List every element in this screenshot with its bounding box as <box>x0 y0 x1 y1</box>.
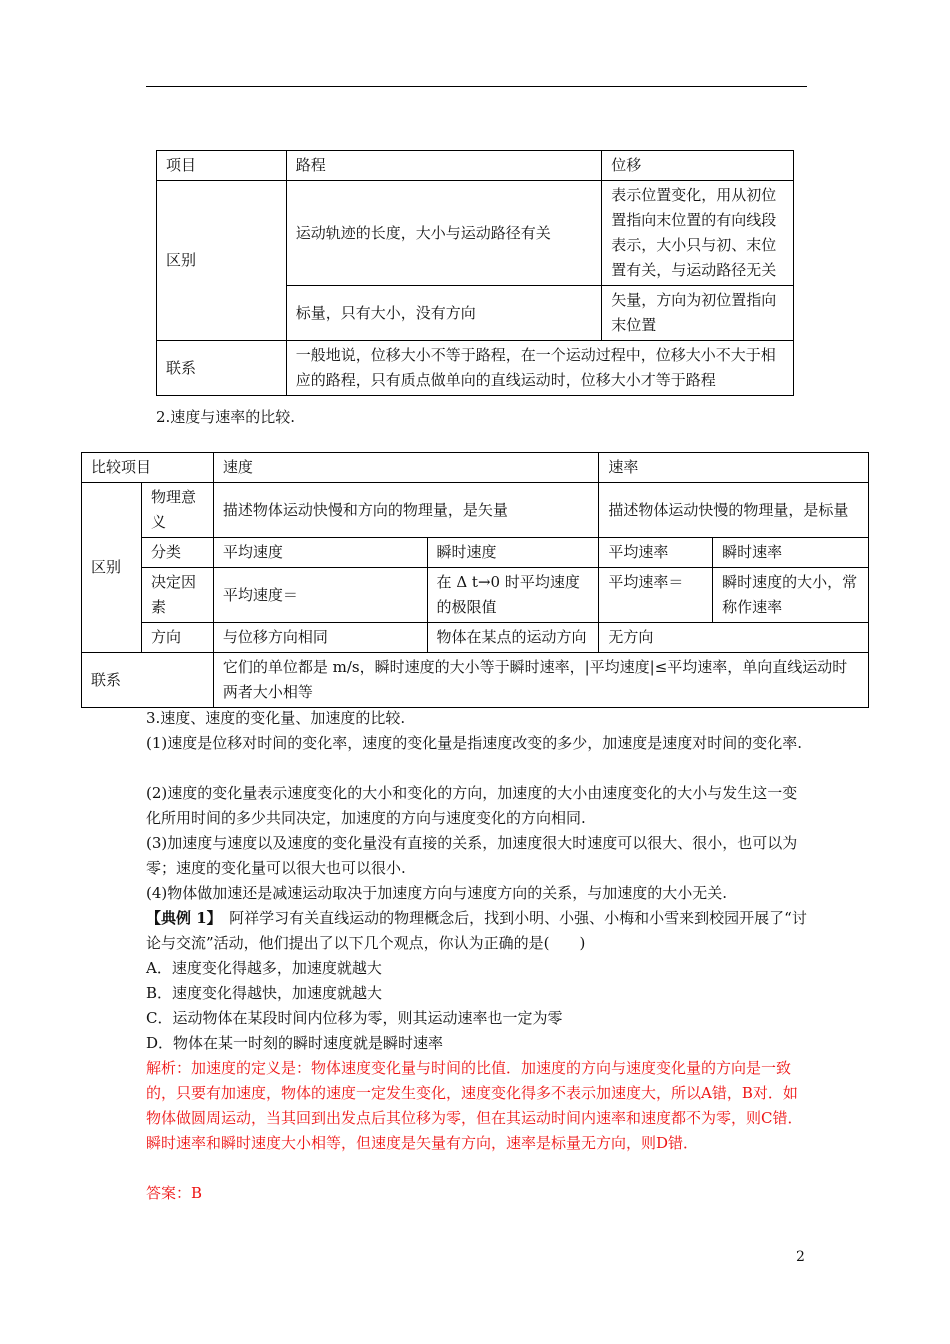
path-definition: 运动轨迹的长度，大小与运动路径有关 <box>286 181 601 286</box>
option-a: A．速度变化得越多，加速度就越大 <box>146 959 382 977</box>
inst-velocity-direction: 物体在某点的运动方向 <box>427 623 599 653</box>
displacement-definition: 表示位置变化，用从初位置指向末位置的有向线段表示，大小只与初、末位置有关，与运动路径无关 <box>602 181 794 286</box>
example-stem: 阿祥学习有关直线运动的物理概念后，找到小明、小强、小梅和小雪来到校园开展了“讨论与交流”活动，他们提出了以下几个观点，你认为正确的是( ) <box>146 909 807 952</box>
path-displacement-table <box>156 150 794 396</box>
link-label: 联系 <box>157 341 287 396</box>
section-3-title: 3.速度、速度的变化量、加速度的比较. <box>146 709 406 727</box>
link-label: 联系 <box>82 653 214 708</box>
velocity-meaning: 描述物体运动快慢和方向的物理量，是矢量 <box>213 483 598 538</box>
link-text: 它们的单位都是 m/s，瞬时速度的大小等于瞬时速率，|平均速度|≤平均速率，单向直线运动时两者大小相等 <box>213 653 868 708</box>
page-number: 2 <box>796 1249 805 1265</box>
inst-speed: 瞬时速率 <box>713 538 869 568</box>
section-3-point-3: (3)加速度与速度以及速度的变化量没有直接的关系，加速度很大时速度可以很大、很小，也可以为零；速度的变化量可以很大也可以很小. <box>146 834 798 877</box>
velocity-speed-table <box>81 452 869 708</box>
section-3-point-4: (4)物体做加速还是减速运动取决于加速度方向与速度方向的关系，与加速度的大小无关. <box>146 884 728 902</box>
avg-velocity-def: 平均速度＝ <box>213 568 427 623</box>
factor-label: 决定因素 <box>141 568 213 623</box>
diff-label: 区别 <box>157 181 287 341</box>
header-cell: 速度 <box>213 453 598 483</box>
section-3-point-1: (1)速度是位移对时间的变化率，速度的变化量是指速度改变的多少，加速度是速度对时间的变化率. <box>146 734 803 752</box>
answer-text: 答案：B <box>146 1184 203 1202</box>
speed-direction: 无方向 <box>599 623 869 653</box>
avg-velocity-direction: 与位移方向相同 <box>213 623 427 653</box>
section-2-title: 2.速度与速率的比较. <box>156 408 296 426</box>
inst-velocity-def: 在 Δ t→0 时平均速度的极限值 <box>427 568 599 623</box>
direction-label: 方向 <box>141 623 213 653</box>
analysis-text: 解析：加速度的定义是：物体速度变化量与时间的比值．加速度的方向与速度变化量的方向是一致的，只要有加速度，物体的速度一定发生变化，速度变化得多不表示加速度大，所以A错，B对．如物体做圆周运动，当其回到出发点后其位移为零，但在其运动时间内速率和速度都不为零，则C错．瞬时速率和瞬时速度大小相等，但速度是矢量有方向，速率是标量无方向，则D错． <box>146 1059 803 1152</box>
class-label: 分类 <box>141 538 213 568</box>
header-cell: 位移 <box>602 151 794 181</box>
path-type: 标量，只有大小，没有方向 <box>286 286 601 341</box>
header-cell: 比较项目 <box>82 453 214 483</box>
option-c: C．运动物体在某段时间内位移为零，则其运动速率也一定为零 <box>146 1009 563 1027</box>
diff-label: 区别 <box>82 483 142 653</box>
inst-velocity: 瞬时速度 <box>427 538 599 568</box>
option-b: B．速度变化得越快，加速度就越大 <box>146 984 383 1002</box>
example-question <box>146 906 810 956</box>
header-cell: 速率 <box>599 453 869 483</box>
avg-speed-def: 平均速率＝ <box>599 568 713 623</box>
displacement-type: 矢量，方向为初位置指向末位置 <box>602 286 794 341</box>
header-cell: 项目 <box>157 151 287 181</box>
meaning-label: 物理意义 <box>141 483 213 538</box>
inst-speed-def: 瞬时速度的大小，常称作速率 <box>713 568 869 623</box>
header-cell: 路程 <box>286 151 601 181</box>
avg-speed: 平均速率 <box>599 538 713 568</box>
link-text: 一般地说，位移大小不等于路程，在一个运动过程中，位移大小不大于相应的路程，只有质点做单向的直线运动时，位移大小才等于路程 <box>286 341 793 396</box>
option-d: D．物体在某一时刻的瞬时速度就是瞬时速率 <box>146 1034 444 1052</box>
avg-velocity: 平均速度 <box>213 538 427 568</box>
section-3-point-2: (2)速度的变化量表示速度变化的大小和变化的方向，加速度的大小由速度变化的大小与发生这一变化所用时间的多少共同决定，加速度的方向与速度变化的方向相同. <box>146 784 798 827</box>
example-label: 【典例 1】 <box>146 909 215 927</box>
speed-meaning: 描述物体运动快慢的物理量，是标量 <box>599 483 869 538</box>
header-rule <box>146 86 807 87</box>
